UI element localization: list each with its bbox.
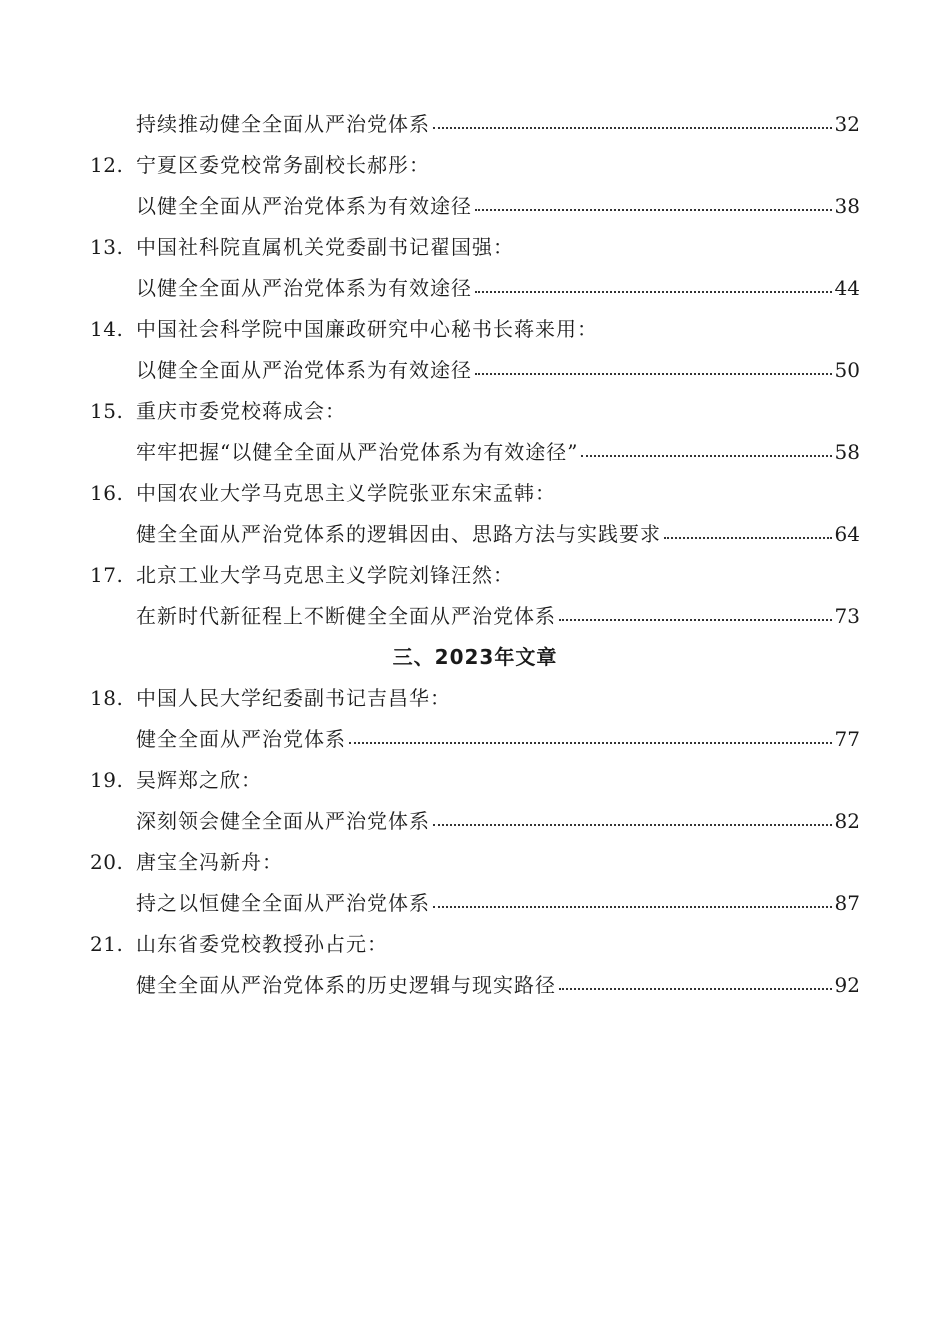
toc-entry-author-line: [90, 309, 860, 350]
toc-entry-author: 重庆市委党校蒋成会：: [136, 399, 346, 423]
toc-page-number: 73: [834, 604, 860, 628]
toc-entry-author: 中国人民大学纪委副书记吉昌华：: [136, 686, 451, 710]
toc-entry-author-line: [90, 760, 860, 801]
toc-entry-author: 中国农业大学马克思主义学院张亚东宋孟韩：: [136, 481, 556, 505]
toc-page-number: 44: [834, 276, 860, 300]
toc-entry-title-line[interactable]: [90, 104, 860, 145]
toc-entry-title-line[interactable]: [90, 719, 860, 760]
toc-entry-author: 吴辉郑之欣：: [136, 768, 262, 792]
toc-entry-title: 持之以恒健全全面从严治党体系: [136, 891, 430, 915]
toc-entry-author: 山东省委党校教授孙占元：: [136, 932, 388, 956]
dot-leader: [349, 719, 832, 760]
toc-entry-number: 13.: [90, 235, 124, 259]
toc-entry-title-line[interactable]: [90, 514, 860, 555]
dot-leader: [475, 268, 832, 309]
toc-entry-title: 以健全全面从严治党体系为有效途径: [136, 276, 472, 300]
toc-entry-author-line: [90, 145, 860, 186]
toc-entry-author-line: [90, 924, 860, 965]
toc-page-number: 64: [834, 522, 860, 546]
dot-leader: [559, 596, 832, 637]
toc-entries-part3: [90, 678, 860, 1006]
toc-entry-title: 健全全面从严治党体系: [136, 727, 346, 751]
toc-entry-author-line: [90, 678, 860, 719]
toc-entry-number: 21.: [90, 932, 124, 956]
toc-page-number: 38: [834, 194, 860, 218]
toc-entry-author: 唐宝全冯新舟：: [136, 850, 283, 874]
toc-entry-author: 中国社会科学院中国廉政研究中心秘书长蒋来用：: [136, 317, 598, 341]
toc-entry-title-line[interactable]: [90, 350, 860, 391]
toc-entry-author: 宁夏区委党校常务副校长郝彤：: [136, 153, 430, 177]
toc-entry-title: 深刻领会健全全面从严治党体系: [136, 809, 430, 833]
toc-entry-author-line: [90, 555, 860, 596]
toc-entry-number: 14.: [90, 317, 124, 341]
dot-leader: [433, 883, 832, 924]
toc-entry-title-line[interactable]: [90, 801, 860, 842]
section-heading: 三、2023年文章: [392, 645, 558, 669]
toc-entry-author: 中国社科院直属机关党委副书记翟国强：: [136, 235, 514, 259]
toc-entry-number: 15.: [90, 399, 124, 423]
toc-entry-title: 健全全面从严治党体系的逻辑因由、思路方法与实践要求: [136, 522, 661, 546]
toc-page-number: 58: [834, 440, 860, 464]
toc-entry-title: 在新时代新征程上不断健全全面从严治党体系: [136, 604, 556, 628]
toc-entry-author-line: [90, 842, 860, 883]
toc-entry-title: 健全全面从严治党体系的历史逻辑与现实路径: [136, 973, 556, 997]
toc-entry-title-line[interactable]: [90, 883, 860, 924]
table-of-contents: [90, 104, 860, 1006]
dot-leader: [475, 350, 832, 391]
toc-entry-number: 16.: [90, 481, 124, 505]
toc-entry-author-line: [90, 227, 860, 268]
toc-entry-author: 北京工业大学马克思主义学院刘锋汪然：: [136, 563, 514, 587]
toc-page-number: 82: [834, 809, 860, 833]
toc-entry-author-line: [90, 473, 860, 514]
toc-page-number: 87: [834, 891, 860, 915]
toc-entry-author-line: [90, 391, 860, 432]
dot-leader: [433, 801, 832, 842]
toc-entry-title: 持续推动健全全面从严治党体系: [136, 112, 430, 136]
toc-entry-title-line[interactable]: [90, 268, 860, 309]
toc-page-number: 77: [834, 727, 860, 751]
toc-entry-title-line[interactable]: [90, 596, 860, 637]
toc-entry-title: 以健全全面从严治党体系为有效途径: [136, 194, 472, 218]
toc-entry-title: 以健全全面从严治党体系为有效途径: [136, 358, 472, 382]
toc-entry-number: 20.: [90, 850, 124, 874]
dot-leader: [433, 104, 832, 145]
dot-leader: [581, 432, 831, 473]
dot-leader: [559, 965, 832, 1006]
toc-page-number: 92: [834, 973, 860, 997]
toc-entry-number: 18.: [90, 686, 124, 710]
dot-leader: [475, 186, 832, 227]
toc-entry-title-line[interactable]: [90, 432, 860, 473]
toc-entries-part2: [90, 145, 860, 637]
toc-page-number: 32: [834, 112, 860, 136]
toc-page-number: 50: [834, 358, 860, 382]
toc-entry-title-line[interactable]: [90, 186, 860, 227]
toc-entry-title: 牢牢把握“以健全全面从严治党体系为有效途径”: [136, 440, 579, 464]
toc-entry-number: 17.: [90, 563, 124, 587]
toc-entry-number: 19.: [90, 768, 124, 792]
dot-leader: [664, 514, 832, 555]
toc-entry-number: 12.: [90, 153, 124, 177]
toc-entry-title-line[interactable]: [90, 965, 860, 1006]
